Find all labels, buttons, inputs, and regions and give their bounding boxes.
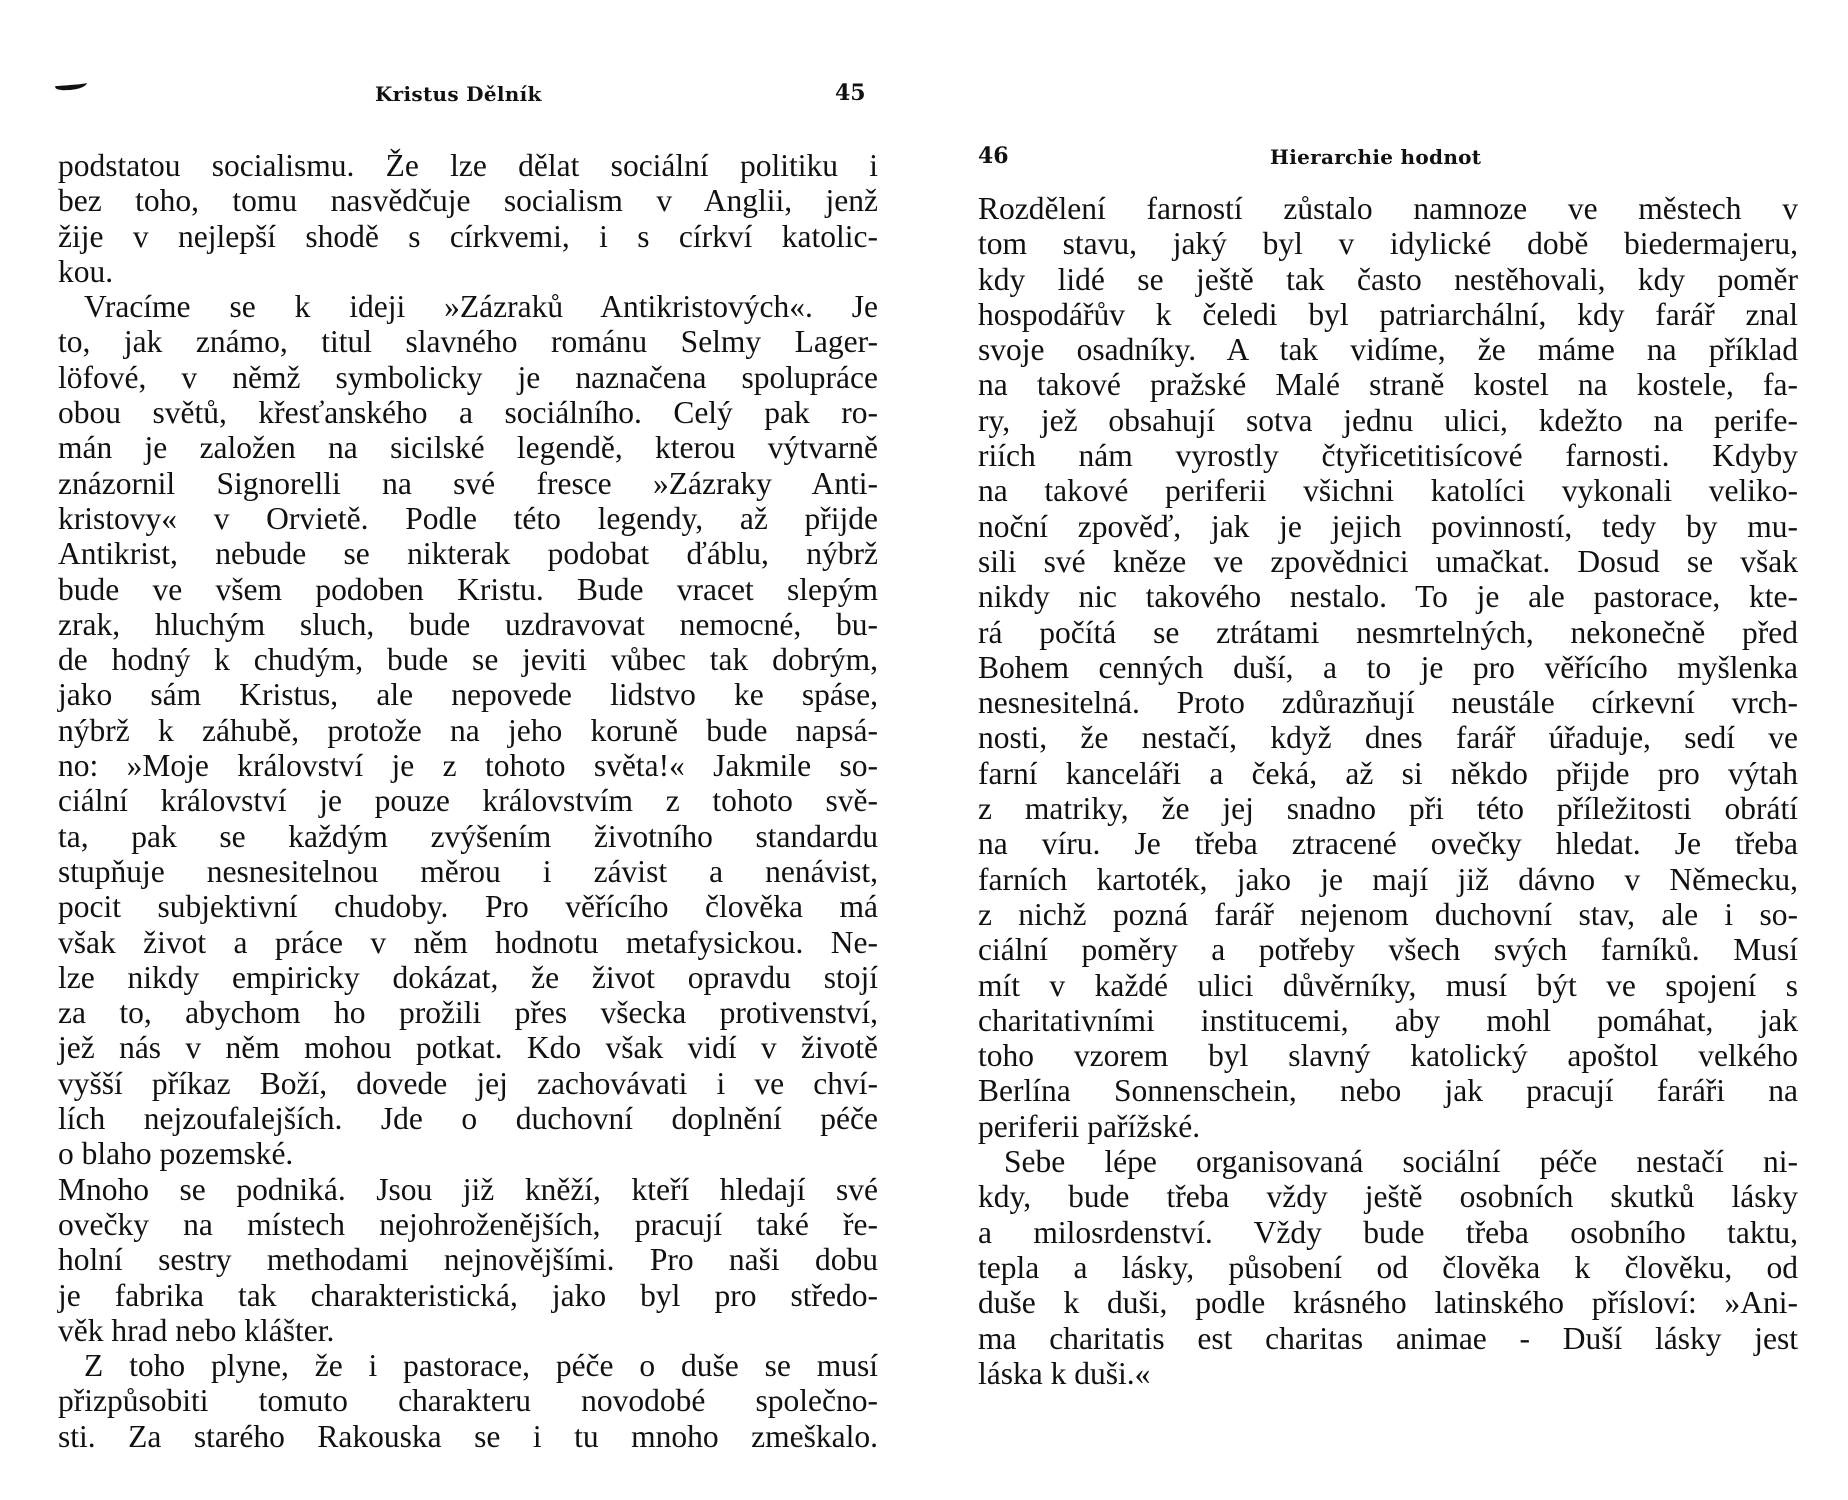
text-line: ovečky na místech nejohroženějších, pracují také ře- [58,1206,878,1242]
text-line: rá počítá se ztrátami nesmrtelných, nekonečně před [978,614,1798,650]
text-line: z nichž pozná farář nejenom duchovní stav, ale i so- [978,896,1798,932]
page-number: 46 [978,143,1009,169]
body-text [978,191,1798,1391]
text-line: löfové, v němž symbolicky je naznačena spolupráce [58,359,878,395]
text-line: mán je založen na sicilské legendě, kterou výtvarně [58,430,878,466]
text-line: vyšší příkaz Boží, dovede jej zachovávati i ve chví- [58,1065,878,1101]
text-line: na víru. Je třeba ztracené ovečky hledat. Je třeba [978,826,1798,862]
text-line: za to, abychom ho prožili přes všecka protivenství, [58,995,878,1031]
text-line: podstatou socialismu. Že lze dělat sociální politiku i [58,148,878,183]
text-line: ma charitatis est charitas animae - Duší lásky jest [978,1320,1798,1356]
text-line: farní kanceláři a čeká, až si někdo přijde pro výtah [978,755,1798,791]
text-line: nýbrž k záhubě, protože na jeho koruně bude napsá- [58,712,878,748]
text-line: přizpůsobiti tomuto charakteru novodobé společno- [58,1383,878,1419]
text-line: Vracíme se k ideji »Zázraků Antikristových«. Je [84,289,878,325]
text-line: hospodářův k čeledi byl patriarchální, kdy farář znal [978,296,1798,332]
page-number: 45 [835,80,866,106]
text-line: jež nás v něm mohou potkat. Kdo však vidí v životě [58,1030,878,1066]
text-line: kou. [58,253,114,289]
text-line: o blaho pozemské. [58,1136,294,1172]
text-line: bez toho, tomu nasvědčuje socialism v Anglii, jenž [58,183,878,219]
text-line: zrak, hluchým sluch, bude uzdravovat nemocné, bu- [58,606,878,642]
text-line: tom stavu, jaký byl v idylické době biedermajeru, [978,226,1798,262]
text-line: Antikrist, nebude se nikterak podobat ďáblu, nýbrž [58,536,878,572]
text-line: toho vzorem byl slavný katolický apoštol velkého [978,1038,1798,1074]
text-line: sili své kněze ve zpovědnici umačkat. Dosud se však [978,543,1798,579]
text-line: ry, jež obsahují sotva jednu ulici, kdežto na perife- [978,402,1798,438]
text-line: kristovy« v Orvietě. Podle této legendy, až přijde [58,500,878,536]
text-line: bude ve všem podoben Kristu. Bude vracet slepým [58,571,878,607]
text-line: Z toho plyne, že i pastorace, péče o duše se musí [84,1348,878,1384]
print-mark [55,79,88,91]
text-line: mít v každé ulici důvěrníky, musí být ve spojení s [978,967,1798,1003]
text-line: Berlína Sonnenschein, nebo jak pracují faráři na [978,1073,1798,1109]
text-line: znázornil Signorelli na své fresce »Zázraky Anti- [58,465,878,501]
text-line: charitativními institucemi, aby mohl pomáhat, jak [978,1002,1798,1038]
running-head: Kristus Dělník [375,82,542,106]
text-line: stupňuje nesnesitelnou měrou i závist a nenávist, [58,853,878,889]
text-line: nesnesitelná. Proto zdůrazňují neustále církevní vrch- [978,685,1798,721]
text-line: svoje osadníky. A tak vidíme, že máme na příklad [978,332,1798,368]
text-line: ciální království je pouze královstvím z tohoto svě- [58,783,878,819]
text-line: nosti, že nestačí, když dnes farář úřaduje, sedí ve [978,720,1798,756]
text-line: na takové pražské Malé straně kostel na kostele, fa- [978,367,1798,403]
text-line: farních kartoték, jako je mají již dávno v Německu, [978,861,1798,897]
text-line: de hodný k chudým, bude se jeviti vůbec tak dobrým, [58,642,878,678]
text-line: však život a práce v něm hodnotu metafysickou. Ne- [58,924,878,960]
text-line: věk hrad nebo klášter. [58,1312,335,1348]
text-line: riích nám vyrostly čtyřicetitisícové farnosti. Kdyby [978,438,1798,474]
text-line: Rozdělení farností zůstalo namnoze ve městech v [978,191,1798,226]
text-line: jako sám Kristus, ale nepovede lidstvo ke spáse, [58,677,878,713]
body-text [58,148,878,1454]
text-line: periferii pařížské. [978,1108,1201,1144]
text-line: Mnoho se podniká. Jsou již kněží, kteří hledají své [58,1171,878,1207]
text-line: obou světů, křesťanského a sociálního. Celý pak ro- [58,395,878,431]
text-line: Bohem cenných duší, a to je pro věřícího myšlenka [978,649,1798,685]
text-line: to, jak známo, titul slavného románu Selmy Lager- [58,324,878,360]
text-line: ta, pak se každým zvýšením životního standardu [58,818,878,854]
text-line: sti. Za starého Rakouska se i tu mnoho zmeškalo. [58,1418,878,1454]
text-line: holní sestry methodami nejnovějšími. Pro naši dobu [58,1242,878,1278]
text-line: noční zpověď, jak je jejich povinností, tedy by mu- [978,508,1798,544]
text-line: duše k duši, podle krásného latinského přísloví: »Ani- [978,1285,1798,1321]
text-line: tepla a lásky, působení od člověka k člověku, od [978,1249,1798,1285]
text-line: no: »Moje království je z tohoto světa!« Jakmile so- [58,748,878,784]
text-line: ciální poměry a potřeby všech svých farníků. Musí [978,932,1798,968]
text-line: kdy, bude třeba vždy ještě osobních skutků lásky [978,1179,1798,1215]
text-line: a milosrdenství. Vždy bude třeba osobního taktu, [978,1214,1798,1250]
text-line: pocit subjektivní chudoby. Pro věřícího člověka má [58,889,878,925]
text-line: na takové periferii všichni katolíci vykonali veliko- [978,473,1798,509]
text-line: Sebe lépe organisovaná sociální péče nestačí ni- [1004,1144,1798,1180]
text-line: žije v nejlepší shodě s církvemi, i s církví katolic- [58,218,878,254]
text-line: láska k duši.« [978,1355,1151,1391]
text-line: kdy lidé se ještě tak často nestěhovali, kdy poměr [978,261,1798,297]
text-line: lze nikdy empiricky dokázat, že život opravdu stojí [58,959,878,995]
text-line: lích nejzoufalejších. Jde o duchovní doplnění péče [58,1101,878,1137]
text-line: je fabrika tak charakteristická, jako byl pro středo- [58,1277,878,1313]
text-line: nikdy nic takového nestalo. To je ale pastorace, kte- [978,579,1798,615]
running-head: Hierarchie hodnot [1270,145,1482,169]
text-line: z matriky, že jej snadno při této příležitosti obrátí [978,791,1798,827]
